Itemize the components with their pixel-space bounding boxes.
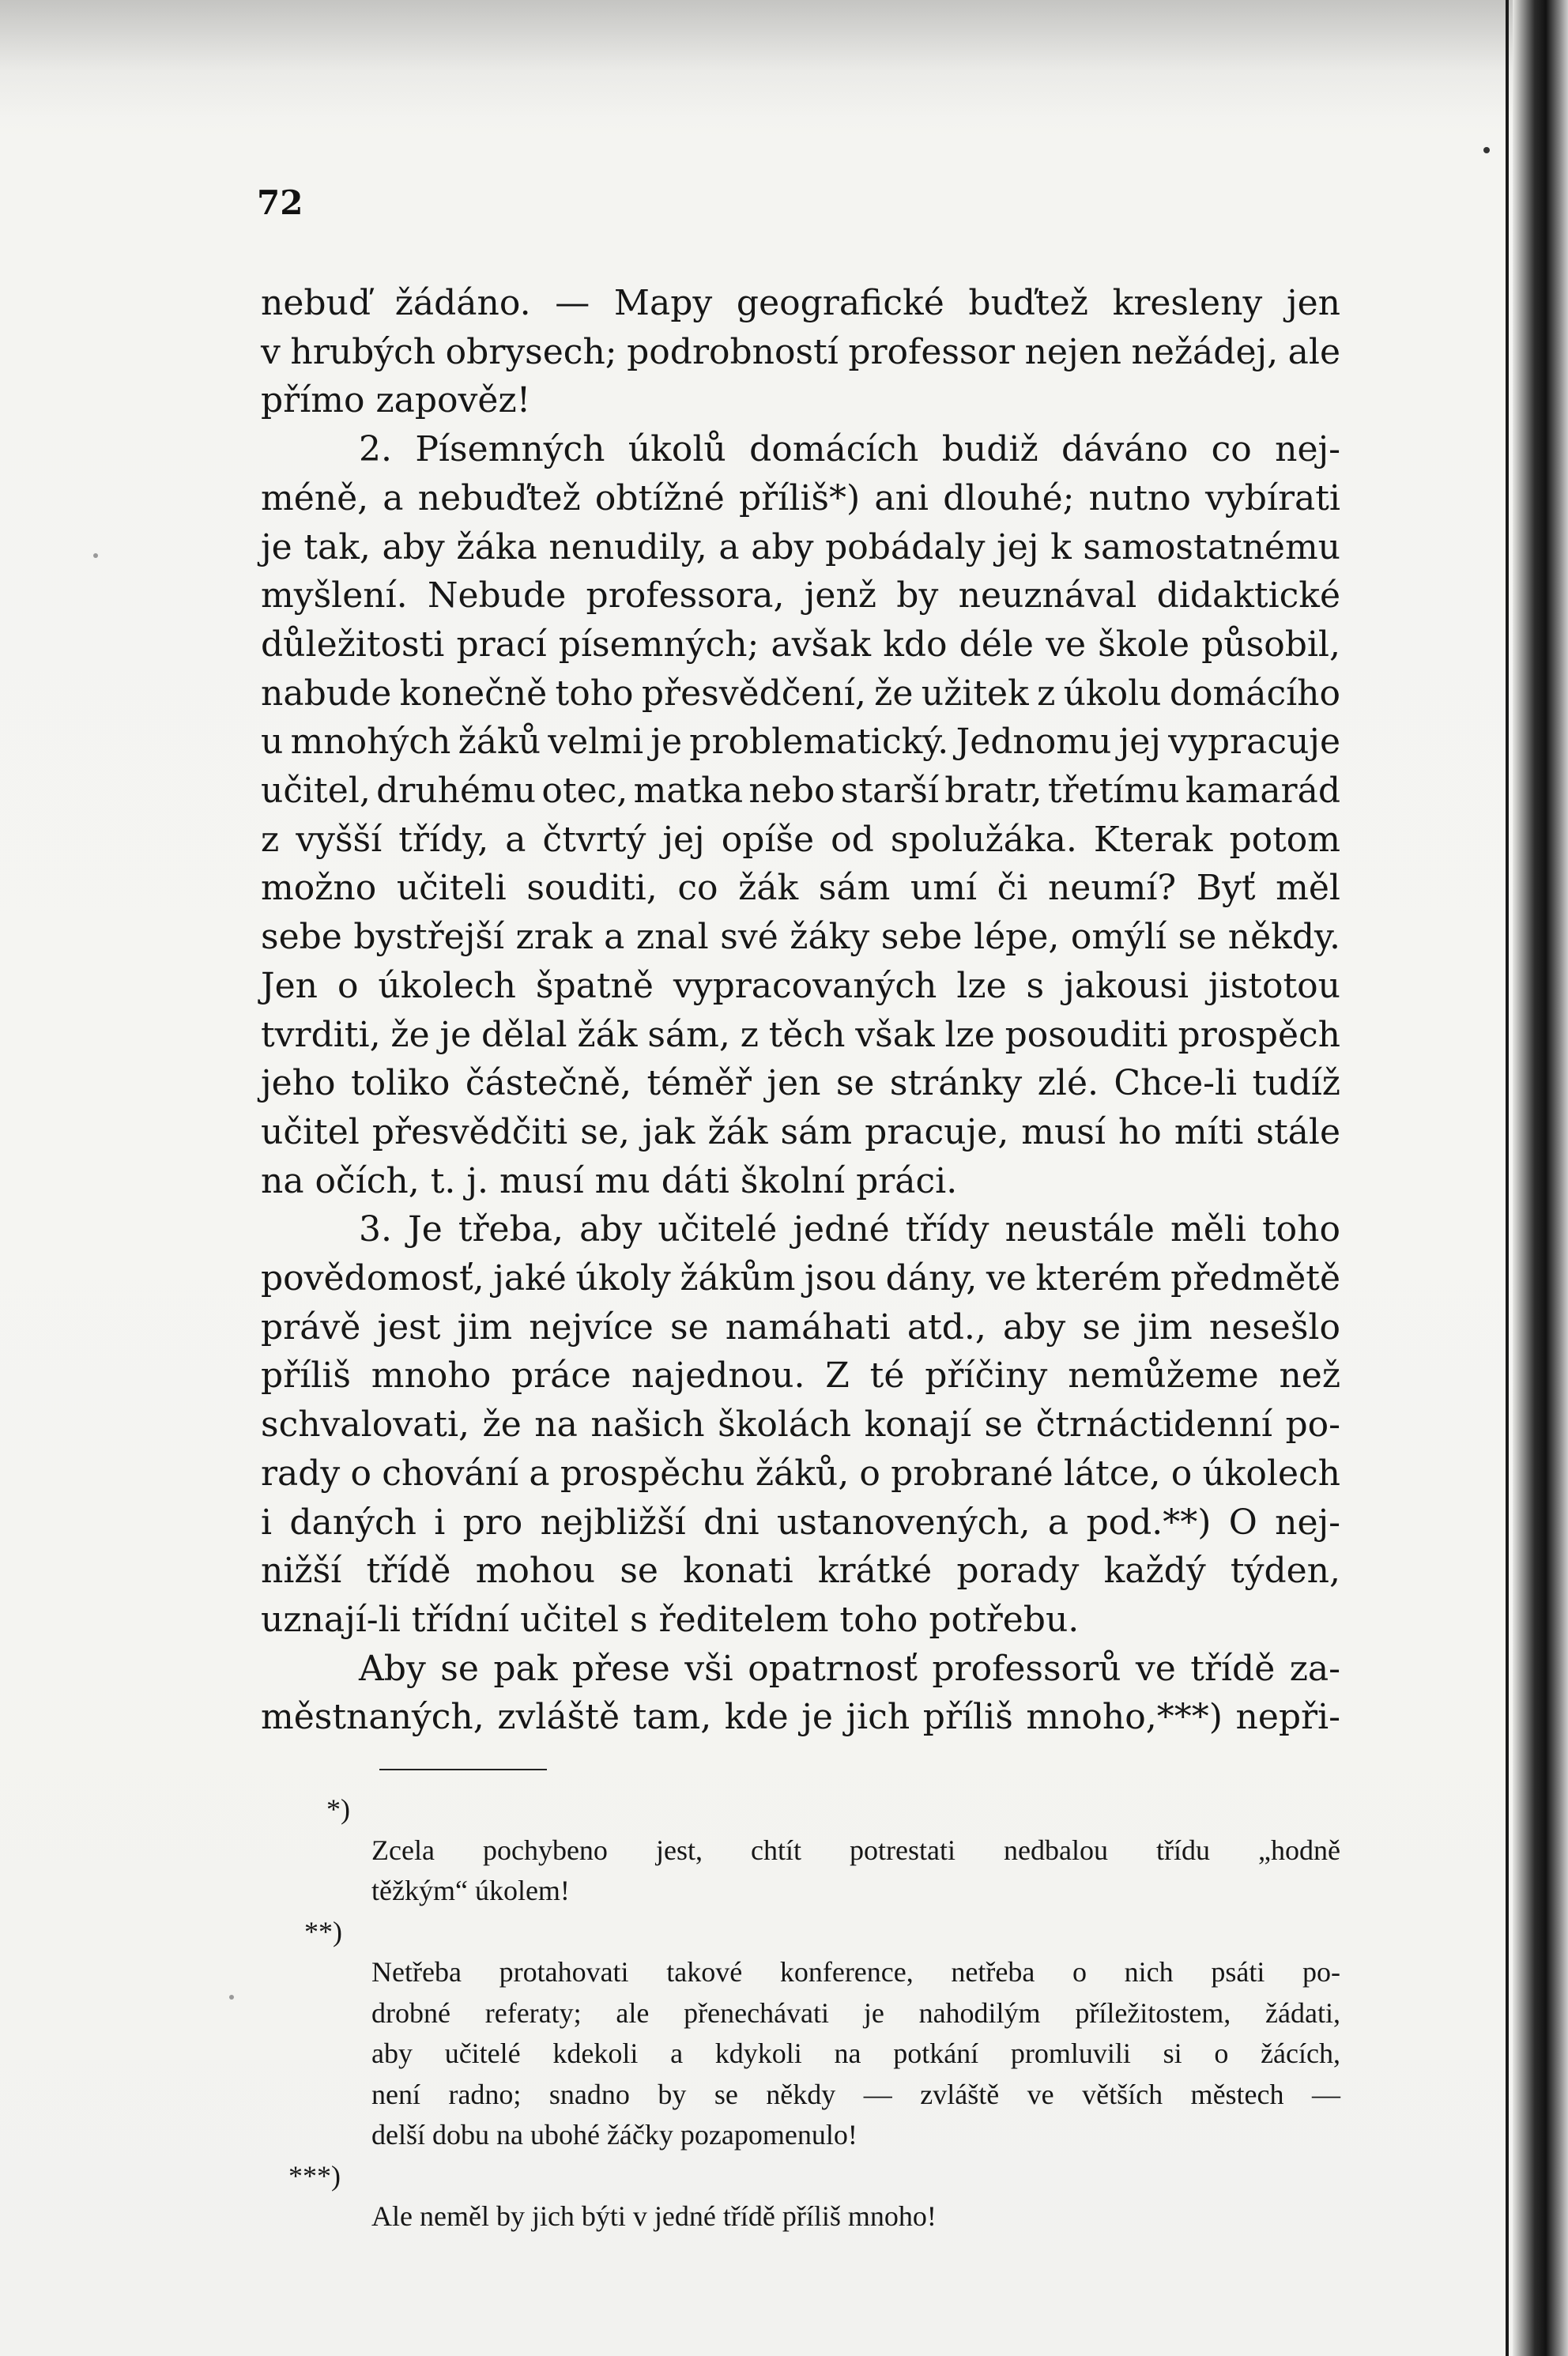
paragraph-3 (261, 1205, 1340, 1644)
text-line: Aby se pak přese vši opatrnosť professorů ve třídě za- (359, 1648, 1340, 1689)
text-line: myšlení. Nebude professora, jenž by neuznával didaktické (261, 575, 1340, 616)
text-line: méně, a nebuďtež obtížné příliš*) ani dlouhé; nutno vybírati (261, 477, 1340, 518)
footnote-line: těžkým“ úkolem! (371, 1875, 570, 1907)
footnote-3: ***) Ale neměl by jich býti v jedné třídě příliš mnoho! (261, 2156, 1340, 2237)
scan-shadow (0, 0, 1568, 119)
footnote-line: Ale neměl by jich býti v jedné třídě příliš mnoho! (371, 2200, 937, 2233)
text-line: učitel přesvědčiti se, jak žák sám pracuje, musí ho míti stále (261, 1111, 1340, 1152)
text-line: i daných i pro nejbližší dni ustanovených, a pod.**) O nej- (261, 1502, 1340, 1543)
text-line: právě jest jim nejvíce se namáhati atd., aby se jim nesešlo (261, 1306, 1340, 1348)
footnote-1: *) Zcela pochybeno jest, chtít potrestati nedbalou třídu „hodně těžkým“ úkolem! (261, 1789, 1340, 1912)
binding-edge-line (1506, 0, 1509, 2356)
text-line: tvrditi, že je dělal žák sám, z těch však lze posouditi prospěch (261, 1014, 1340, 1055)
text-line: povědomosť, jaké úkoly žákům jsou dány, ve kterém předmětě (261, 1258, 1340, 1299)
text-line: důležitosti prací písemných; avšak kdo déle ve škole působil, (261, 624, 1340, 665)
text-line: příliš mnoho práce najednou. Z té příčiny nemůžeme než (261, 1355, 1340, 1397)
footnote-line: Zcela pochybeno jest, chtít potrestati nedbalou třídu „hodně (371, 1834, 1340, 1866)
text-line: u mnohých žáků velmi je problematický. Jednomu jej vypracuje (261, 722, 1340, 763)
text-line: je tak, aby žáka nenudily, a aby pobádaly jej k samostatnému (261, 526, 1340, 567)
page-number: 72 (257, 183, 303, 222)
text-line: uznají-li třídní učitel s ředitelem toho potřebu. (261, 1599, 1080, 1640)
text-line: jeho toliko částečně, téměř jen se stránky zlé. Chce-li tudíž (261, 1063, 1340, 1104)
text-line: nižší třídě mohou se konati krátké porady každý týden, (261, 1551, 1340, 1592)
speck (93, 553, 98, 558)
paragraph-1 (261, 279, 1340, 425)
text-line: v hrubých obrysech; podrobností professor nejen nežádej, ale (261, 331, 1340, 372)
body-text (261, 279, 1340, 2237)
text-line: sebe bystřejší zrak a znal své žáky sebe lépe, omýlí se někdy. (261, 917, 1340, 958)
text-line: nebuď žádáno. — Mapy geografické buďtež kresleny jen (261, 283, 1340, 323)
speck (1483, 147, 1490, 153)
speck (229, 1995, 234, 2000)
paragraph-4 (261, 1645, 1340, 1742)
text-line: 3. Je třeba, aby učitelé jedné třídy neustále měli toho (359, 1209, 1340, 1250)
text-line: možno učiteli souditi, co žák sám umí či neumí? Byť měl (261, 868, 1340, 909)
text-line: z vyšší třídy, a čtvrtý jej opíše od spolužáka. Kterak potom (261, 819, 1340, 860)
text-line: schvalovati, že na našich školách konají se čtrnáctidenní po- (261, 1404, 1340, 1446)
text-line: přímo zapověz! (261, 380, 531, 421)
text-line: rady o chování a prospěchu žáků, o probrané látce, o úkolech (261, 1453, 1340, 1494)
footnote-line: delší dobu na ubohé žáčky pozapomenulo! (371, 2119, 858, 2151)
footnote-2: **) Netřeba protahovati takové konference, netřeba o nich psáti po- drobné referaty; ale přenechávati je nahodilým příležitostem, žádati, aby učitelé kdekoli a kdykoli na potkání promluvili si o žácích, není radno; snadno by se někdy — zvláště ve větších městech — delší dobu na ubohé žáčky pozapomenulo! (261, 1912, 1340, 2156)
text-line: nabude konečně toho přesvědčení, že užitek z úkolu domácího (261, 673, 1340, 714)
text-line: městnaných, zvláště tam, kde je jich příliš mnoho,***) nepři- (261, 1697, 1340, 1738)
text-line: 2. Písemných úkolů domácích budiž dáváno co nej- (359, 429, 1340, 470)
paragraph-2 (261, 425, 1340, 1205)
footnote-line: není radno; snadno by se někdy — zvláště ve větších městech — (371, 2078, 1340, 2110)
footnotes (261, 1789, 1340, 2237)
footnote-line: aby učitelé kdekoli a kdykoli na potkání promluvili si o žácích, (371, 2037, 1340, 2070)
footnote-line: Netřeba protahovati takové konference, netřeba o nich psáti po- (371, 1956, 1340, 1988)
text-line: učitel, druhému otec, matka nebo starší bratr, třetímu kamarád (261, 771, 1340, 812)
binding-edge (1513, 0, 1568, 2356)
text-line: Jen o úkolech špatně vypracovaných lze s jakousi jistotou (261, 965, 1340, 1006)
text-line: na očích, t. j. musí mu dáti školní práci. (261, 1160, 958, 1201)
footnote-line: drobné referaty; ale přenechávati je nahodilým příležitostem, žádati, (371, 1996, 1340, 2029)
footnote-separator (379, 1769, 547, 1770)
